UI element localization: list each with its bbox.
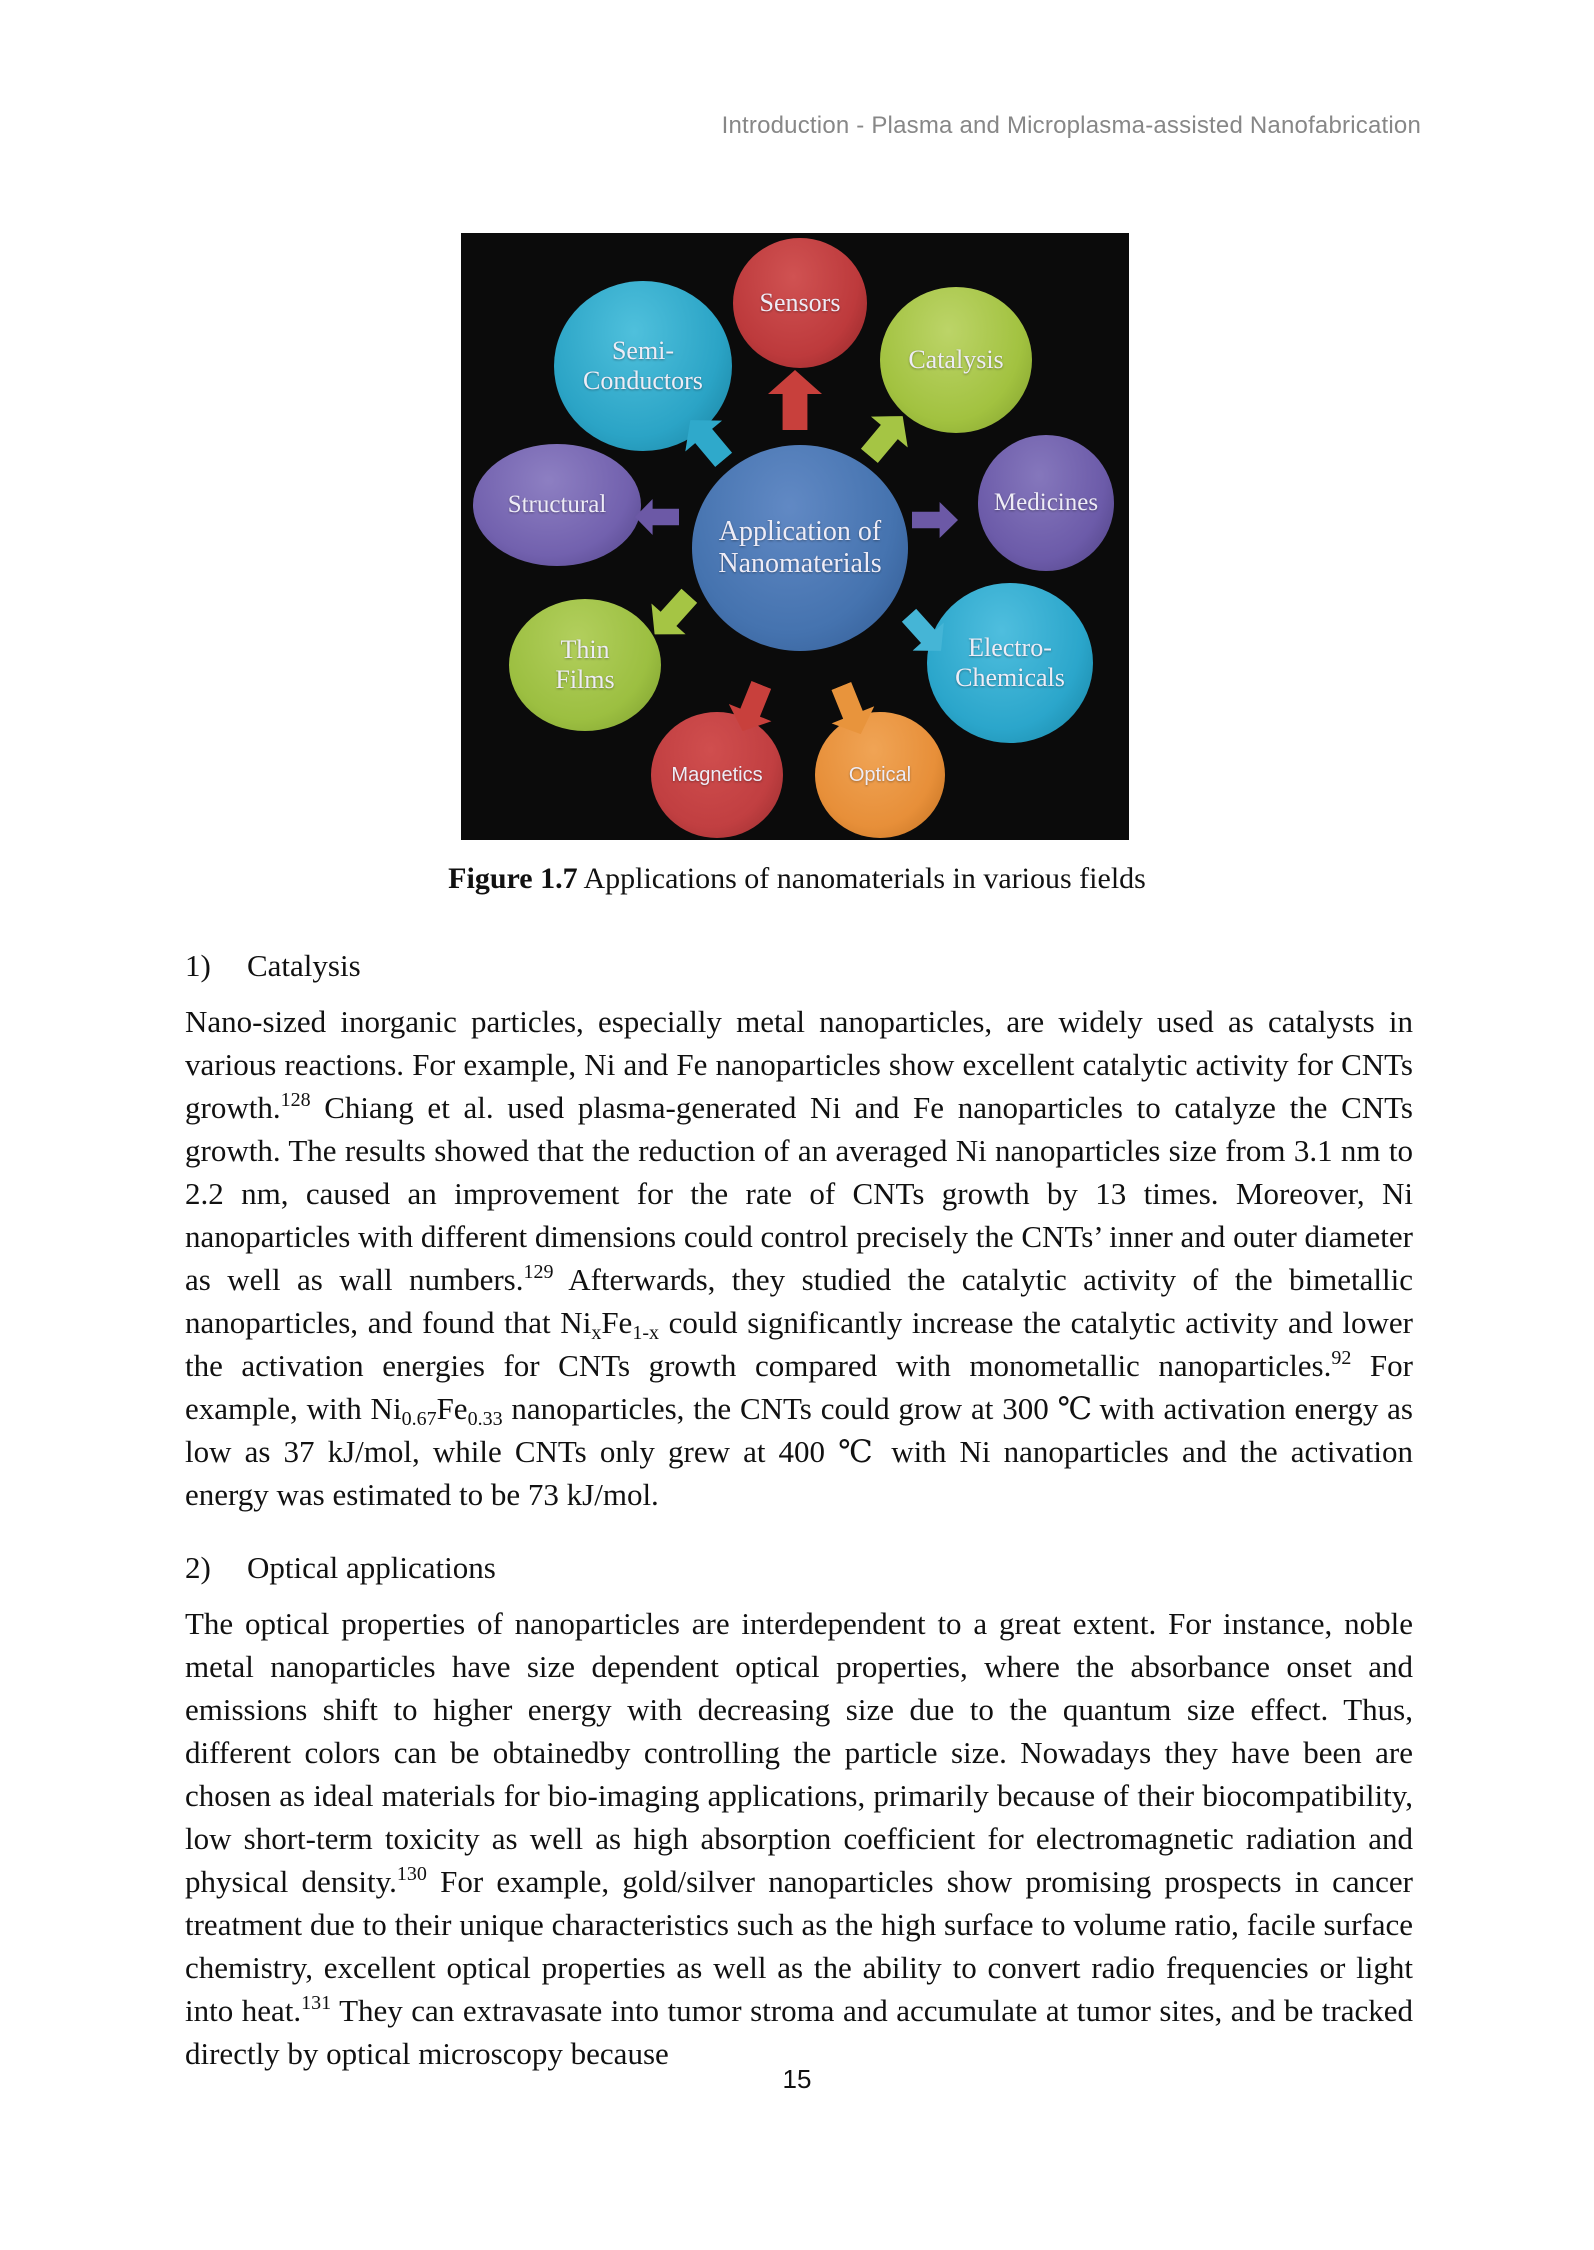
- figure-caption-label: Figure 1.7: [448, 862, 578, 895]
- section-paragraph-1: Nano-sized inorganic particles, especially metal nanoparticles, are widely used as catalysts in various reactions. For example, Ni and Fe nanoparticles show excellent catalytic activity for CNTs growth.$^{128}$ Chiang et al. used plasma-generated Ni and Fe nanoparticles to catalyze the CNTs growth. The results showed that the reduction of an averaged Ni nanoparticles size from 3.1 nm to 2.2 nm, caused an improvement for the rate of CNTs growth by 13 times. Moreover, Ni nanoparticles with different dimensions could control precisely the CNTs’ inner and outer diameter as well as wall numbers.$^{129}$ Afterwards, they studied the catalytic activity of the bimetallic nanoparticles, and found that $Ni_xFe_{1-x}$ could significantly increase the catalytic activity and lower the activation energies for CNTs growth compared with monometallic nanoparticles.$^{92}$ For example, with $Ni_{0.67}Fe_{0.33}$ nanoparticles, the CNTs could grow at 300 ℃ with activation energy as low as 37 kJ/mol, while CNTs only grew at 400 ℃ with Ni nanoparticles and the activation energy was estimated to be 73 kJ/mol.: [185, 1004, 1413, 1512]
- diagram-node-label: Thin Films: [555, 635, 615, 694]
- chemical-subscript: 1-x: [632, 1322, 659, 1344]
- diagram-node-application-of-nanomaterials: [692, 445, 908, 651]
- citation-superscript: 128: [280, 1089, 311, 1111]
- diagram-arrow-up-red: [768, 370, 822, 430]
- section-heading-2: [185, 1546, 1413, 1589]
- section-heading-1: [185, 944, 1413, 987]
- page-number: 15: [782, 2064, 812, 2094]
- chemical-subscript: 0.67: [401, 1408, 437, 1430]
- diagram-node-label: Electro- Chemicals: [955, 633, 1065, 692]
- citation-superscript: 131: [301, 1992, 332, 2014]
- diagram-node-catalysis: [880, 287, 1032, 433]
- diagram-node-thin-films: [509, 599, 661, 731]
- citation-superscript: 130: [396, 1863, 427, 1885]
- diagram-node-structural: [473, 444, 641, 566]
- diagram-arrow-left-purple: [635, 499, 679, 535]
- figure-caption: [0, 862, 1594, 896]
- diagram-node-label: Sensors: [759, 288, 841, 318]
- diagram-node-optical: [815, 712, 945, 838]
- diagram-node-electro-chemicals: [927, 583, 1093, 743]
- section-title: Optical applications: [247, 1550, 496, 1585]
- citation-superscript: 129: [523, 1261, 554, 1283]
- chemical-subscript: 0.33: [467, 1408, 503, 1430]
- running-header: Introduction - Plasma and Microplasma-assisted Nanofabrication: [721, 112, 1421, 139]
- section-paragraph-2: The optical properties of nanoparticles are interdependent to a great extent. For instance, noble metal nanoparticles have size dependent optical properties, where the absorbance onset and emissions shift to higher energy with decreasing size due to the quantum size effect. Thus, different colors can be obtainedby controlling the particle size. Nowadays they have been are chosen as ideal materials for bio-imaging applications, primarily because of their biocompatibility, low short-term toxicity as well as high absorption coefficient for electromagnetic radiation and physical density.$^{130}$ For example, gold/silver nanoparticles show promising prospects in cancer treatment due to their unique characteristics such as the high surface to volume ratio, facile surface chemistry, excellent optical properties as well as the ability to convert radio frequencies or light into heat.$^{131}$ They can extravasate into tumor stroma and accumulate at tumor sites, and be tracked directly by optical microscopy because: [185, 1606, 1413, 2071]
- chemical-subscript: x: [591, 1322, 602, 1344]
- diagram-node-label: Semi- Conductors: [583, 336, 703, 395]
- section-title: Catalysis: [247, 948, 361, 983]
- body-sections: [185, 944, 1413, 2105]
- diagram-node-label: Application of Nanomaterials: [718, 515, 882, 579]
- section-number: 1): [185, 948, 211, 983]
- section-number: 2): [185, 1550, 211, 1585]
- figure-caption-text: Applications of nanomaterials in various fields: [577, 862, 1146, 895]
- diagram-node-label: Magnetics: [671, 763, 763, 786]
- diagram-node-label: Catalysis: [908, 345, 1004, 375]
- diagram-node-magnetics: [651, 712, 783, 838]
- nanomaterials-applications-diagram: [461, 233, 1129, 840]
- diagram-node-label: Optical: [848, 763, 912, 786]
- diagram-arrow-right-purple: [912, 502, 958, 538]
- diagram-node-label: Medicines: [993, 488, 1099, 516]
- diagram-node-medicines: [978, 435, 1114, 571]
- diagram-node-label: Structural: [507, 490, 607, 518]
- diagram-node-sensors: [733, 238, 867, 368]
- citation-superscript: 92: [1331, 1347, 1352, 1369]
